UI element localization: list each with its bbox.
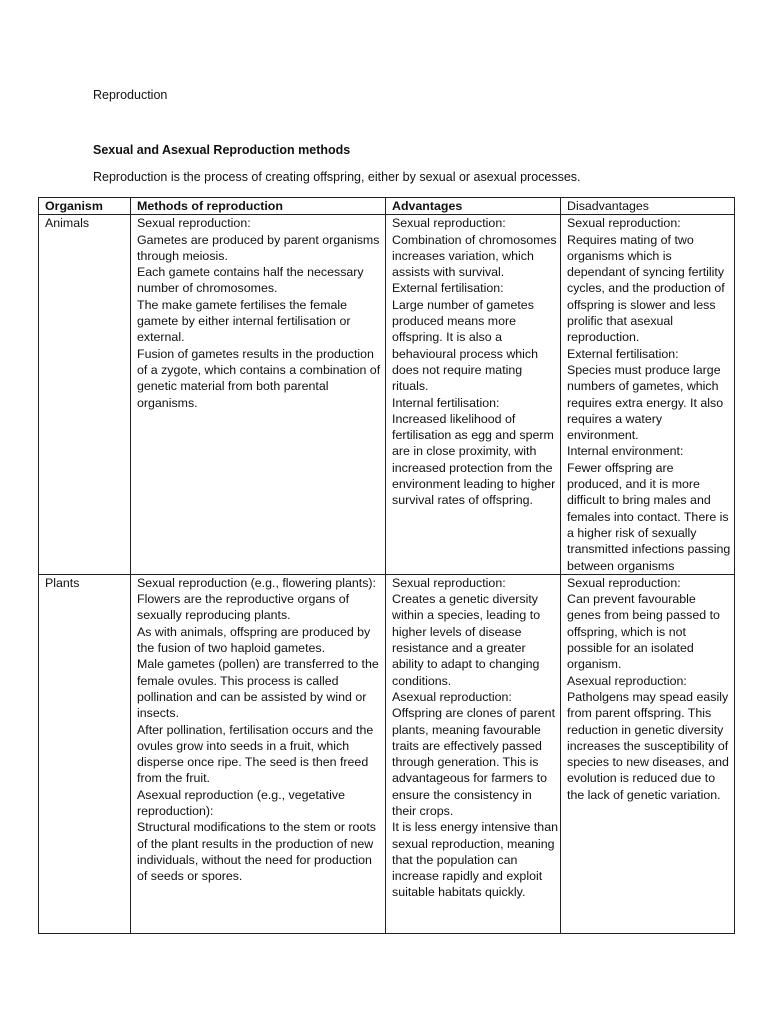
text-line: Combination of chromosomes increases variation, which assists with survival. <box>392 232 557 280</box>
text-line: Asexual reproduction: <box>392 689 512 704</box>
text-line: Can prevent favourable genes from being passed to offspring, which is not possible for an isolated organism. <box>567 592 720 672</box>
text-line: Asexual reproduction (e.g., vegetative reproduction): <box>137 787 346 818</box>
page-title: Reproduction <box>93 88 168 102</box>
text-line: Internal environment: <box>567 444 684 459</box>
text-line: Sexual reproduction (e.g., flowering plants): <box>137 575 376 590</box>
cell-advantages <box>386 574 561 933</box>
text-line: Sexual reproduction: <box>392 216 506 231</box>
text-line: Gametes are produced by parent organisms through meiosis. <box>137 232 380 263</box>
cell-methods <box>131 215 386 575</box>
table-row <box>39 215 735 575</box>
text-line: Offspring are clones of parent plants, meaning favourable traits are effectively passed through generation. This is advantageous for farmers to ensure the consistency in their crops. <box>392 706 556 818</box>
intro-paragraph: Reproduction is the process of creating offspring, either by sexual or asexual processes. <box>93 170 581 184</box>
cell-advantages <box>386 215 561 575</box>
text-line: It is less energy intensive than sexual reproduction, meaning that the population can increase rapidly and exploit suitable habitats quickly. <box>392 820 558 900</box>
text-line: Male gametes (pollen) are transferred to the female ovules. This process is called pollination and can be assisted by wind or insects. <box>137 657 379 721</box>
text-line: Sexual reproduction: <box>137 216 251 231</box>
text-line: After pollination, fertilisation occurs and the ovules grow into seeds in a fruit, which disperse once ripe. The seed is then freed from the fruit. <box>137 722 374 786</box>
text-line: Fusion of gametes results in the production of a zygote, which contains a combination of genetic material from both parental organisms. <box>137 346 381 410</box>
text-line: Species must produce large numbers of gametes, which requires extra energy. It also requires a watery environment. <box>567 362 724 443</box>
header-advantages: Advantages <box>386 198 561 215</box>
header-disadvantages: Disadvantages <box>561 198 735 215</box>
text-line: Sexual reproduction: <box>567 216 681 231</box>
cell-disadvantages <box>561 215 735 575</box>
text-line: Each gamete contains half the necessary number of chromosomes. <box>137 265 364 296</box>
header-methods: Methods of reproduction <box>131 198 386 215</box>
text-line: Sexual reproduction: <box>392 575 506 590</box>
cell-organism: Animals <box>39 215 131 575</box>
text-line: Structural modifications to the stem or roots of the plant results in the production of new individuals, without the need for production of seeds or spores. <box>137 820 376 884</box>
text-line: As with animals, offspring are produced by the fusion of two haploid gametes. <box>137 624 371 656</box>
text-line: External fertilisation: <box>567 346 679 361</box>
cell-disadvantages <box>561 574 735 933</box>
text-line: Requires mating of two organisms which is dependant of syncing fertility cycles, and the production of offspring is slower and less prolific that asexual reproduction. <box>567 232 725 345</box>
text-line: Sexual reproduction: <box>567 575 681 590</box>
reproduction-table <box>38 197 735 934</box>
text-line: Asexual reproduction: <box>567 673 687 688</box>
text-line: The make gamete fertilises the female gamete by either internal fertilisation or external. <box>137 297 351 345</box>
cell-organism: Plants <box>39 574 131 933</box>
cell-methods <box>131 574 386 933</box>
text-line: Increased likelihood of fertilisation as egg and sperm are in close proximity, with increased protection from the environment leading to higher survival rates of offspring. <box>392 411 556 508</box>
text-line: External fertilisation: <box>392 281 504 296</box>
text-line: Flowers are the reproductive organs of sexually reproducing plants. <box>137 592 350 623</box>
text-line: Internal fertilisation: <box>392 395 500 410</box>
text-line: Creates a genetic diversity within a species, leading to higher levels of disease resistance and a greater ability to adapt to changing conditions. <box>392 592 541 688</box>
text-line: Large number of gametes produced means more offspring. It is also a behavioural process which does not require mating rituals. <box>392 297 539 394</box>
text-line: Fewer offspring are produced, and it is more difficult to bring males and females into contact. There is a higher risk of sexually transmitted infections passing between organisms <box>567 460 731 573</box>
table-header-row <box>39 198 735 215</box>
section-heading: Sexual and Asexual Reproduction methods <box>93 143 351 157</box>
text-line: Patholgens may spead easily from parent offspring. This reduction in genetic diversity increases the susceptibility of species to new diseases, and evolution is reduced due to the lack of genetic variation. <box>567 689 729 802</box>
header-organism: Organism <box>39 198 131 215</box>
table-row <box>39 574 735 933</box>
